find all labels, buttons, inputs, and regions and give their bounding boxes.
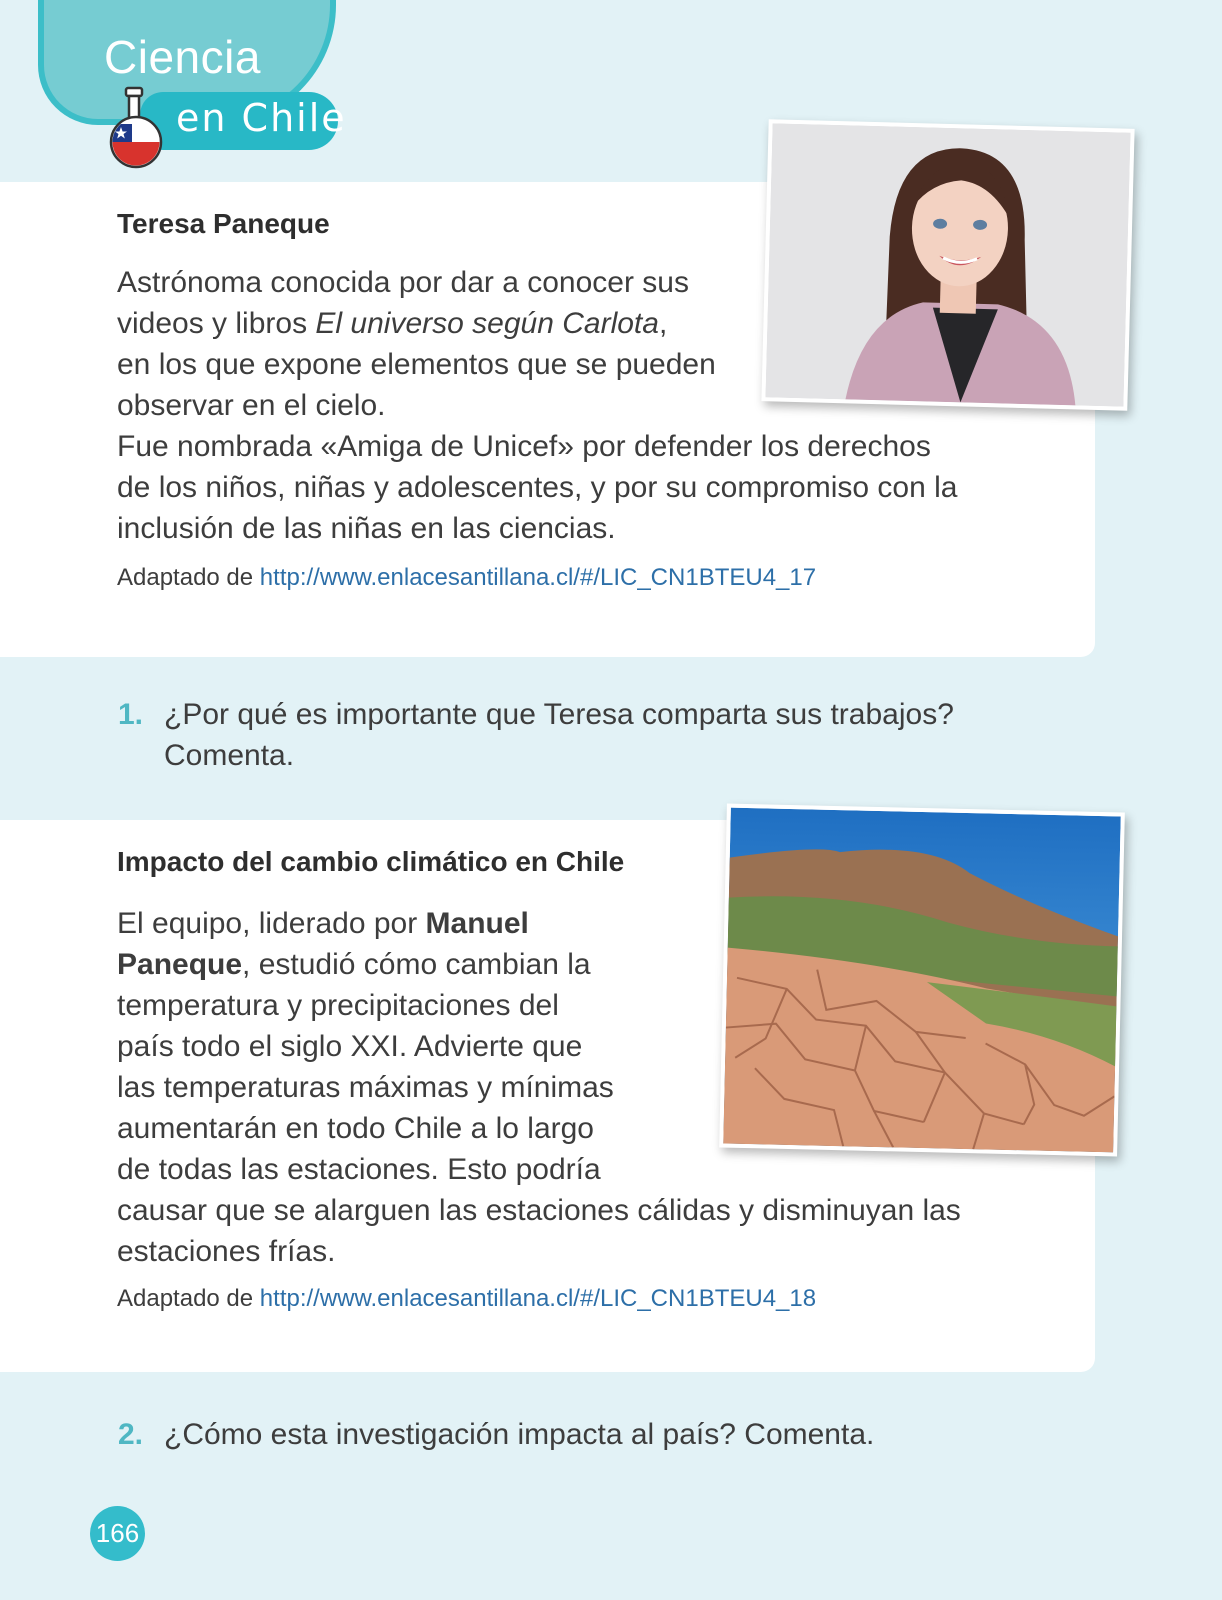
source-link-17[interactable]: http://www.enlacesantillana.cl/#/LIC_CN1BTEU4_17 <box>259 564 817 591</box>
question-number: 1. <box>118 698 144 731</box>
source-citation-climate: Adaptado de http://www.enlacesantillana.cl/#/LIC_CN1BTEU4_18 <box>117 1285 817 1312</box>
header-title: Ciencia <box>104 31 261 83</box>
landscape-photo-dry-land <box>719 804 1125 1157</box>
page-number: 166 <box>90 1506 145 1561</box>
article-body-climate: El equipo, liderado por Manuel Paneque, estudió cómo cambian la temperatura y precipitaciones del país todo el siglo XXI. Advierte que las temperaturas máximas y mínimas aumentarán en todo Chile a lo largo de todas las estaciones. Esto podría causar que se alarguen las estaciones cálidas y disminuyan las estaciones frías. <box>117 907 961 1268</box>
portrait-photo-teresa <box>761 119 1134 410</box>
question-2: 2. ¿Cómo esta investigación impacta al país? Comenta. <box>118 1414 874 1455</box>
article-body-teresa: Astrónoma conocida por dar a conocer sus videos y libros El universo según Carlota, en los que expone elementos que se pueden observar en el cielo. Fue nombrada «Amiga de Unicef» por defender los derechos de los niños, niñas y adolescentes, y por su compromiso con la inclusión de las niñas en las ciencias. <box>117 266 958 545</box>
article-heading-climate: Impacto del cambio climático en Chile <box>117 846 625 877</box>
source-link-18[interactable]: http://www.enlacesantillana.cl/#/LIC_CN1BTEU4_18 <box>259 1285 817 1312</box>
header-subtitle: en Chile <box>176 96 347 140</box>
flask-chile-flag-icon <box>108 86 170 170</box>
article-heading-teresa: Teresa Paneque <box>117 208 330 239</box>
question-number: 2. <box>118 1418 144 1451</box>
source-citation-teresa: Adaptado de http://www.enlacesantillana.cl/#/LIC_CN1BTEU4_17 <box>117 564 817 591</box>
question-1: 1. ¿Por qué es importante que Teresa comparta sus trabajos? Comenta. <box>118 694 954 776</box>
